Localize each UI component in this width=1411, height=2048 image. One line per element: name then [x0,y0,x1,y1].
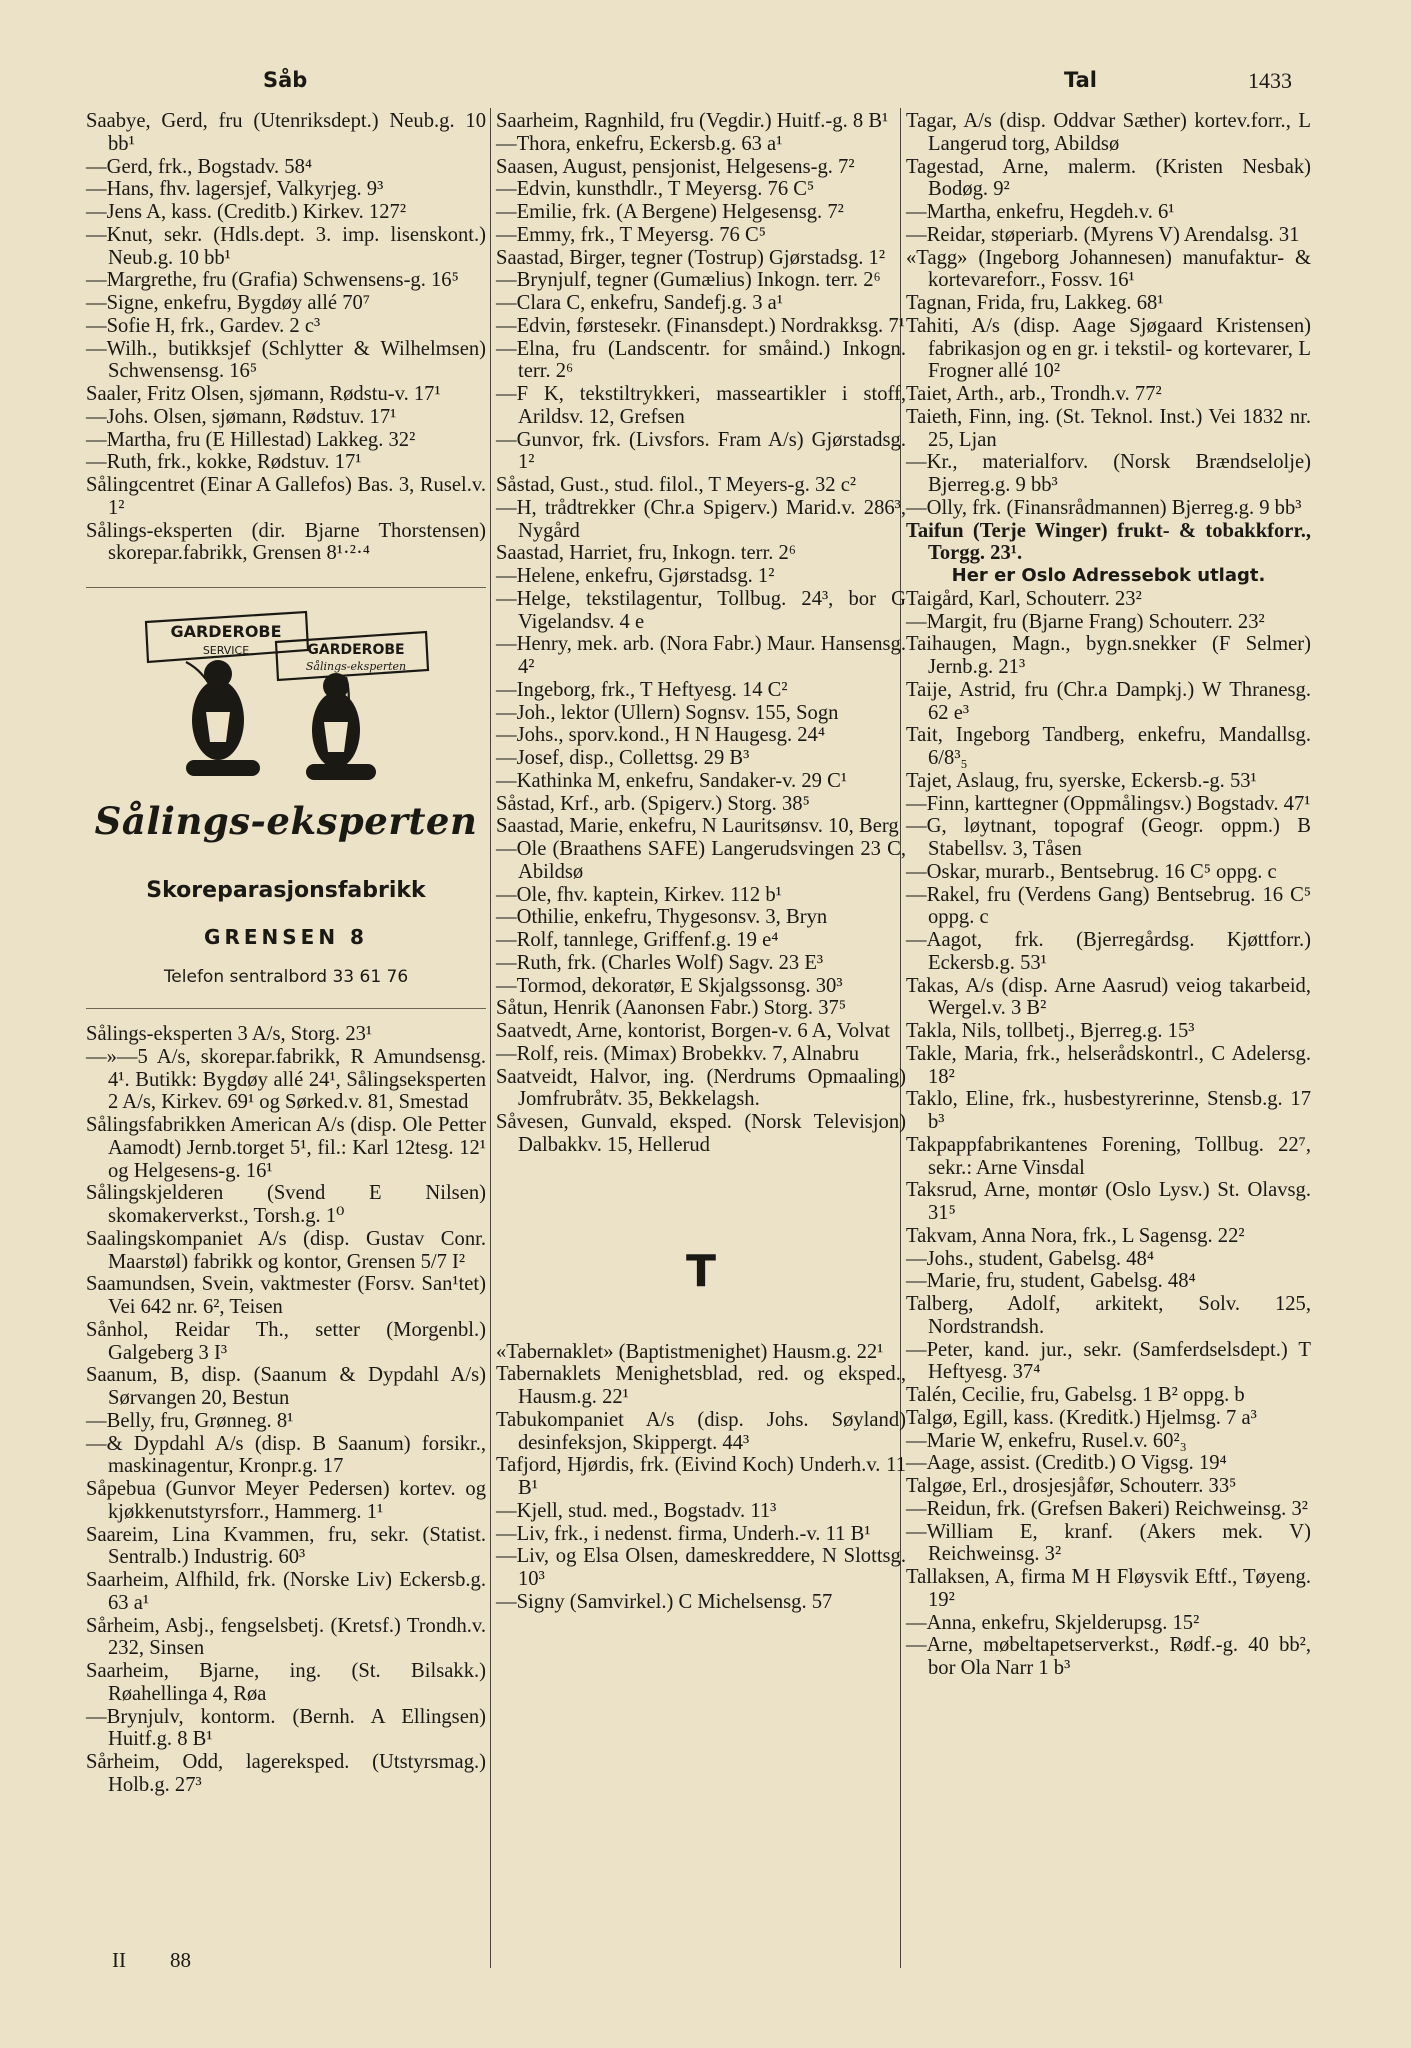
directory-entry: —Joh., lektor (Ullern) Sognsv. 155, Sogn [496,701,839,724]
directory-entry: —Ruth, frk. (Charles Wolf) Sagv. 23 E³ [496,951,824,974]
directory-entry: Takpappfabrikantenes Forening, Tollbug. 22⁷, sekr.: Arne Vinsdal [906,1133,1311,1179]
directory-entry: Talberg, Adolf, arkitekt, Solv. 125, Nordstrandsh. [906,1293,1311,1338]
directory-entry: Saastad, Birger, tegner (Tostrup) Gjørstadsg. 1² [496,246,886,269]
directory-entry: Sålingskjelderen (Svend E Nilsen) skomakerverkst., Torsh.g. 1⁰ [86,1182,486,1227]
directory-entry: Saaler, Fritz Olsen, sjømann, Rødstu-v. 17¹ [86,383,441,405]
column-1-bottom-list [86,1023,486,1797]
directory-entry: —& Dypdahl A/s (disp. B Saanum) forsikr., maskinagentur, Kronpr.g. 17 [86,1432,486,1478]
directory-entry: Saamundsen, Svein, vaktmester (Forsv. San¹tet) Vei 642 nr. 6², Teisen [86,1273,486,1318]
directory-entry: —Helene, enkefru, Gjørstadsg. 1² [496,565,775,587]
running-head-left: Såb [263,68,308,92]
column-3-list-b [906,588,1311,1680]
footer-number: 88 [170,1948,191,1972]
directory-entry: —Helge, tekstilagentur, Tollbug. 24³, bor G Vigelandsv. 4 e [496,587,906,633]
directory-entry: —Elna, fru (Landscentr. for småind.) Inkogn. terr. 2⁶ [496,337,906,383]
directory-entry: —Liv, frk., i nedenst. firma, Underh.-v. 11 B¹ [496,1522,871,1545]
directory-entry: —Wilh., butikksjef (Schlytter & Wilhelmsen) Schwensensg. 16⁵ [86,337,486,383]
directory-entry: —Martha, enkefru, Hegdeh.v. 6¹ [906,201,1175,223]
column-1-top-list [86,110,486,565]
directory-entry: Takla, Nils, tollbetj., Bjerreg.g. 15³ [906,1020,1195,1042]
directory-entry: —Olly, frk. (Finansrådmannen) Bjerreg.g. 9 bb³ [906,496,1302,519]
badge-script: Sålings-eksperten [305,660,407,673]
directory-entry: Sårheim, Asbj., fengselsbetj. (Kretsf.) Trondh.v. 232, Sinsen [86,1614,486,1660]
directory-entry: Såvesen, Gunvald, eksped. (Norsk Televisjon) Dalbakkv. 15, Hellerud [496,1111,906,1156]
directory-entry: Saarheim, Ragnhild, fru (Vegdir.) Huitf.-g. 8 B¹ [496,110,889,132]
directory-entry: —Clara C, enkefru, Sandefj.g. 3 a¹ [496,292,783,314]
directory-entry: Tait, Ingeborg Tandberg, enkefru, Mandallsg. 6/8³₅ [906,724,1311,769]
column-3 [906,110,1311,1680]
directory-entry: —Knut, sekr. (Hdls.dept. 3. imp. lisenskont.) Neub.g. 10 bb¹ [86,223,486,269]
directory-entry: —Brynjulv, kontorm. (Bernh. A Ellingsen) Huitf.g. 8 B¹ [86,1705,486,1751]
directory-entry: Taihaugen, Magn., bygn.snekker (F Selmer) Jernb.g. 21³ [906,633,1311,678]
page-number: 1433 [1248,68,1292,93]
directory-entry: Saarheim, Alfhild, frk. (Norske Liv) Eckersb.g. 63 a¹ [86,1569,486,1614]
directory-entry: —Gerd, frk., Bogstadv. 58⁴ [86,155,313,178]
directory-entry: —Edvin, kunsthdlr., T Meyersg. 76 C⁵ [496,178,815,201]
running-head-right: Tal [1064,68,1097,92]
directory-entry: —Emilie, frk. (A Bergene) Helgesensg. 7² [496,201,844,223]
directory-entry: Saastad, Marie, enkefru, N Lauritsønsv. 10, Berg [496,815,899,838]
directory-entry: —Signe, enkefru, Bygdøy allé 70⁷ [86,292,370,314]
directory-entry: Saareim, Lina Kvammen, fru, sekr. (Statist. Sentralb.) Industrig. 60³ [86,1523,486,1569]
taifun-entry: Taifun (Terje Winger) frukt- & tobakkforr., Torgg. 23¹. [906,519,1311,565]
directory-entry: —Jens A, kass. (Creditb.) Kirkev. 127² [86,201,406,223]
directory-entry: —Johs. Olsen, sjømann, Rødstuv. 17¹ [86,405,397,428]
directory-entry: Taigård, Karl, Schouterr. 23² [906,587,1142,610]
directory-entry: —Marie W, enkefru, Rusel.v. 60²₃ [906,1429,1187,1452]
badge-line-2: SERVICE [202,644,250,657]
oslo-notice: Her er Oslo Adressebok utlagt. [951,565,1266,586]
directory-entry: Talgøe, Erl., drosjesjåfør, Schouterr. 33⁵ [906,1475,1237,1497]
directory-entry: —Brynjulf, tegner (Gumælius) Inkogn. terr. 2⁶ [496,269,881,292]
directory-entry: Saasen, August, pensjonist, Helgesens-g. 7² [496,155,855,178]
directory-entry: Taije, Astrid, fru (Chr.a Dampkj.) W Thranesg. 62 e³ [906,678,1311,724]
directory-entry: —Othilie, enkefru, Thygesonsv. 3, Bryn [496,906,828,929]
directory-entry: —F K, tekstiltrykkeri, masseartikler i stoff, Arildsv. 12, Grefsen [496,383,906,428]
column-2-bottom-list [496,1341,906,1614]
directory-entry: Taksrud, Arne, montør (Oslo Lysv.) St. Olavsg. 31⁵ [906,1179,1311,1224]
directory-entry: Tafjord, Hjørdis, frk. (Eivind Koch) Underh.v. 11 B¹ [496,1454,906,1499]
directory-entry: —Peter, kand. jur., sekr. (Samferdselsdept.) T Heftyesg. 37⁴ [906,1338,1311,1384]
directory-entry: —Johs., sporv.kond., H N Haugesg. 24⁴ [496,724,826,747]
shoe-repair-illustration [126,602,446,798]
directory-entry: «Tagg» (Ingeborg Johannesen) manufaktur- & kortevareforr., Fossv. 16¹ [906,246,1311,292]
directory-entry: Tabernaklets Menighetsblad, red. og eksped., Hausm.g. 22¹ [496,1363,906,1408]
directory-entry: Sånhol, Reidar Th., setter (Morgenbl.) Galgeberg 3 I³ [86,1318,486,1364]
directory-entry: Saabye, Gerd, fru (Utenriksdept.) Neub.g. 10 bb¹ [86,110,486,155]
directory-entry: —Rolf, tannlege, Griffenf.g. 19 e⁴ [496,929,779,951]
directory-entry: Saatveidt, Halvor, ing. (Nerdrums Opmaaling) Jomfrubråtv. 35, Bekkelagsh. [496,1065,906,1111]
directory-entry: Takas, A/s (disp. Arne Aasrud) veiog takarbeid, Wergel.v. 3 B² [906,974,1311,1020]
directory-entry: —»—5 A/s, skorepar.fabrikk, R Amundsensg. 4¹. Butikk: Bygdøy allé 24¹, Sålingseksperten 2 A/s, Kirkev. 69¹ og Sørked.v. 81, Smestad [86,1045,486,1114]
directory-entry: —Emmy, frk., T Meyersg. 76 C⁵ [496,223,766,246]
directory-entry: —Josef, disp., Collettsg. 29 B³ [496,747,750,769]
directory-entry: Tajet, Aslaug, fru, syerske, Eckersb.-g. 53¹ [906,769,1257,792]
directory-entry: —Henry, mek. arb. (Nora Fabr.) Maur. Hansensg. 4² [496,633,906,678]
directory-entry: Saastad, Harriet, fru, Inkogn. terr. 2⁶ [496,542,796,565]
directory-entry: Saatvedt, Arne, kontorist, Borgen-v. 6 A, Volvat [496,1020,890,1042]
directory-entry: Sålingcentret (Einar A Gallefos) Bas. 3, Rusel.v. 1² [86,474,486,519]
directory-entry: —Ole, fhv. kaptein, Kirkev. 112 b¹ [496,883,782,906]
directory-entry: —Tormod, dekoratør, E Skjalgssonsg. 30³ [496,974,843,997]
directory-entry: —Ruth, frk., kokke, Rødstuv. 17¹ [86,451,362,474]
directory-entry: Tahiti, A/s (disp. Aage Sjøgaard Kristensen) fabrikasjon og en gr. i tekstil- og kortevarer, L Frogner allé 10² [906,314,1311,383]
ad-address: GRENSEN 8 [204,925,368,949]
directory-entry: Taiet, Arth., arb., Trondh.v. 77² [906,383,1162,405]
column-1 [86,110,486,1797]
directory-entry: Tagar, A/s (disp. Oddvar Sæther) kortev.forr., L Langerud torg, Abildsø [906,110,1311,155]
directory-entry: —Ingeborg, frk., T Heftyesg. 14 C² [496,678,788,701]
directory-entry: —G, løytnant, topograf (Geogr. oppm.) B Stabellsv. 3, Tåsen [906,815,1311,860]
directory-entry: «Tabernaklet» (Baptistmenighet) Hausm.g. 22¹ [496,1340,884,1363]
directory-entry: Saanum, B, disp. (Saanum & Dypdahl A/s) Sørvangen 20, Bestun [86,1364,486,1409]
directory-entry: Såstad, Krf., arb. (Spigerv.) Storg. 38⁵ [496,792,810,815]
directory-entry: —Johs., student, Gabelsg. 48⁴ [906,1247,1154,1270]
page-footer [112,1948,191,1973]
directory-entry: Talgø, Egill, kass. (Kreditk.) Hjelmsg. 7 a³ [906,1406,1257,1429]
column-divider [490,108,491,1968]
ad-subtitle: Skoreparasjonsfabrikk [146,878,426,903]
directory-entry: —Thora, enkefru, Eckersb.g. 63 a¹ [496,132,783,155]
directory-entry: Sålings-eksperten (dir. Bjarne Thorstensen) skorepar.fabrikk, Grensen 8¹·²·⁴ [86,519,486,565]
directory-entry: —Gunvor, frk. (Livsfors. Fram A/s) Gjørstadsg. 1² [496,428,906,474]
directory-entry: Såstad, Gust., stud. filol., T Meyers-g. 32 c² [496,474,857,496]
directory-entry: Såtun, Henrik (Aanonsen Fabr.) Storg. 37⁵ [496,997,846,1020]
directory-entry: Takvam, Anna Nora, frk., L Sagensg. 22² [906,1224,1245,1247]
advertisement [86,587,486,1009]
directory-entry: Taieth, Finn, ing. (St. Teknol. Inst.) Vei 1832 nr. 25, Ljan [906,405,1311,451]
directory-entry: —Edvin, førstesekr. (Finansdept.) Nordrakksg. 7¹ [496,314,905,337]
directory-entry: —Hans, fhv. lagersjef, Valkyrjeg. 9³ [86,178,384,201]
directory-entry: —Martha, fru (E Hillestad) Lakkeg. 32² [86,428,416,451]
directory-entry: Tagestad, Arne, malerm. (Kristen Nesbak) Bodøg. 9² [906,155,1311,201]
directory-entry: —William E, kranf. (Akers mek. V) Reichweinsg. 3² [906,1520,1311,1566]
badge-line-1b: GARDEROBE [307,642,405,658]
directory-entry: —Rakel, fru (Verdens Gang) Bentsebrug. 16 C⁵ oppg. c [906,883,1311,929]
directory-entry: Tagnan, Frida, fru, Lakkeg. 68¹ [906,292,1164,314]
directory-entry: Takle, Maria, frk., helserådskontrl., C Adelersg. 18² [906,1042,1311,1088]
directory-entry: Saarheim, Bjarne, ing. (St. Bilsakk.) Røahellinga 4, Røa [86,1660,486,1705]
directory-entry: —H, trådtrekker (Chr.a Spigerv.) Marid.v. 286³, Nygård [496,496,906,542]
directory-entry: Såpebua (Gunvor Meyer Pedersen) kortev. og kjøkkenutstyrsforr., Hammerg. 1¹ [86,1478,486,1523]
directory-entry: Tallaksen, A, firma M H Fløysvik Eftf., Tøyeng. 19² [906,1566,1311,1611]
directory-entry: Sålingsfabrikken American A/s (disp. Ole Petter Aamodt) Jernb.torget 5¹, fil.: Karl 12tesg. 12¹ og Helgesens-g. 16¹ [86,1114,486,1182]
directory-entry: —Liv, og Elsa Olsen, dameskreddere, N Slottsg. 10³ [496,1545,906,1590]
directory-entry: Tabukompaniet A/s (disp. Johs. Søyland) desinfeksjon, Skippergt. 44³ [496,1408,906,1454]
directory-entry: —Rolf, reis. (Mimax) Brobekkv. 7, Alnabru [496,1042,860,1065]
directory-entry: —Anna, enkefru, Skjelderupsg. 15² [906,1611,1200,1634]
column-2-top-list [496,110,906,1157]
directory-entry: —Signy (Samvirkel.) C Michelsensg. 57 [496,1590,833,1613]
directory-entry: —Margrethe, fru (Grafia) Schwensens-g. 16⁵ [86,269,459,292]
directory-entry: Sålings-eksperten 3 A/s, Storg. 23¹ [86,1023,373,1045]
directory-entry: —Arne, møbeltapetserverkst., Rødf.-g. 40 bb², bor Ola Narr 1 b³ [906,1634,1311,1679]
directory-entry: —Reidar, støperiarb. (Myrens V) Arendalsg. 31 [906,223,1300,246]
directory-entry: —Margit, fru (Bjarne Frang) Schouterr. 23² [906,610,1265,633]
directory-entry: —Belly, fru, Grønneg. 8¹ [86,1409,294,1432]
ad-phone: Telefon sentralbord 33 61 76 [163,967,409,987]
directory-entry: —Sofie H, frk., Gardev. 2 c³ [86,314,321,337]
directory-entry: —Aagot, frk. (Bjerregårdsg. Kjøttforr.) Eckersb.g. 53¹ [906,929,1311,974]
badge-line-1: GARDEROBE [170,622,282,641]
directory-entry: —Marie, fru, student, Gabelsg. 48⁴ [906,1270,1196,1293]
directory-entry: Sårheim, Odd, lagereksped. (Utstyrsmag.) Holb.g. 27³ [86,1751,486,1796]
directory-entry: —Kathinka M, enkefru, Sandaker-v. 29 C¹ [496,769,847,792]
directory-entry: —Aage, assist. (Creditb.) O Vigsg. 19⁴ [906,1452,1227,1475]
ad-title: Sålings-eksperten [94,799,478,843]
directory-entry: —Kjell, stud. med., Bogstadv. 11³ [496,1499,777,1522]
directory-entry: Talén, Cecilie, fru, Gabelsg. 1 B² oppg. b [906,1384,1245,1406]
directory-entry: —Reidun, frk. (Grefsen Bakeri) Reichweinsg. 3² [906,1497,1308,1520]
directory-entry: —Ole (Braathens SAFE) Langerudsvingen 23 C, Abildsø [496,838,906,883]
directory-entry: —Kr., materialforv. (Norsk Brændselolje) Bjerreg.g. 9 bb³ [906,451,1311,496]
column-3-list-a [906,110,1311,520]
directory-entry: —Oskar, murarb., Bentsebrug. 16 C⁵ oppg. c [906,860,1277,883]
directory-entry: —Finn, karttegner (Oppmålingsv.) Bogstadv. 47¹ [906,792,1311,815]
section-letter: T [685,1245,716,1297]
directory-entry: Taklo, Eline, frk., husbestyrerinne, Stensb.g. 17 b³ [906,1088,1311,1133]
column-2 [496,110,906,1614]
directory-entry: Saalingskompaniet A/s (disp. Gustav Conr. Maarstøl) fabrikk og kontor, Grensen 5/7 I² [86,1227,486,1273]
footer-roman: II [112,1948,126,1972]
